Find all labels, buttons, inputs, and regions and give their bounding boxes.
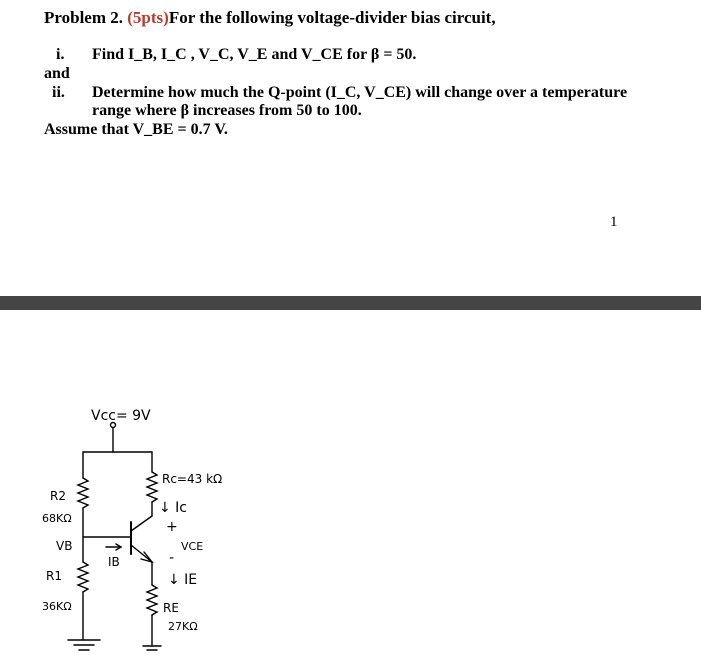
vcc-label: Vcc= 9V [91, 408, 151, 424]
item-2-line-1: Determine how much the Q-point (I_C, V_CE) will change over a temperature [92, 84, 628, 101]
problem-label: Problem 2. [44, 8, 128, 27]
r1-value: 36KΩ [42, 600, 72, 613]
re-value: 27KΩ [168, 620, 198, 633]
re-label: RE [163, 601, 179, 615]
points-label: (5pts) [127, 8, 169, 27]
problem-title [44, 8, 496, 28]
transistor-collector [131, 516, 152, 531]
assumption: Assume that V_BE = 0.7 V. [44, 121, 228, 138]
item-2-line-2: range where β increases from 50 to 100. [92, 102, 362, 119]
connector-and: and [44, 65, 70, 82]
vce-label: VCE [181, 540, 204, 553]
re-resistor [147, 585, 157, 615]
vce-minus: - [169, 550, 175, 566]
item-1-number: i. [56, 46, 65, 63]
item-2-number: ii. [52, 84, 65, 101]
r2-resistor [78, 478, 88, 508]
rc-resistor [147, 472, 157, 502]
vb-label: VB [56, 539, 73, 553]
r2-label: R2 [50, 489, 66, 503]
r1-label: R1 [46, 569, 62, 583]
ib-label: IB [108, 555, 120, 569]
r2-value: 68KΩ [42, 512, 72, 525]
ie-label: ↓ IE [168, 572, 198, 588]
r1-resistor [78, 562, 88, 592]
rc-label: Rc=43 kΩ [162, 472, 223, 486]
vce-plus: + [166, 519, 178, 535]
item-1-text: Find I_B, I_C , V_C, V_E and V_CE for β = 50. [92, 46, 417, 63]
problem-statement: For the following voltage-divider bias circuit, [168, 8, 496, 27]
page-number: 1 [610, 214, 618, 230]
voltage-divider-circuit [0, 395, 701, 669]
page-divider [0, 296, 701, 310]
ic-label: ↓ Ic [159, 500, 188, 516]
